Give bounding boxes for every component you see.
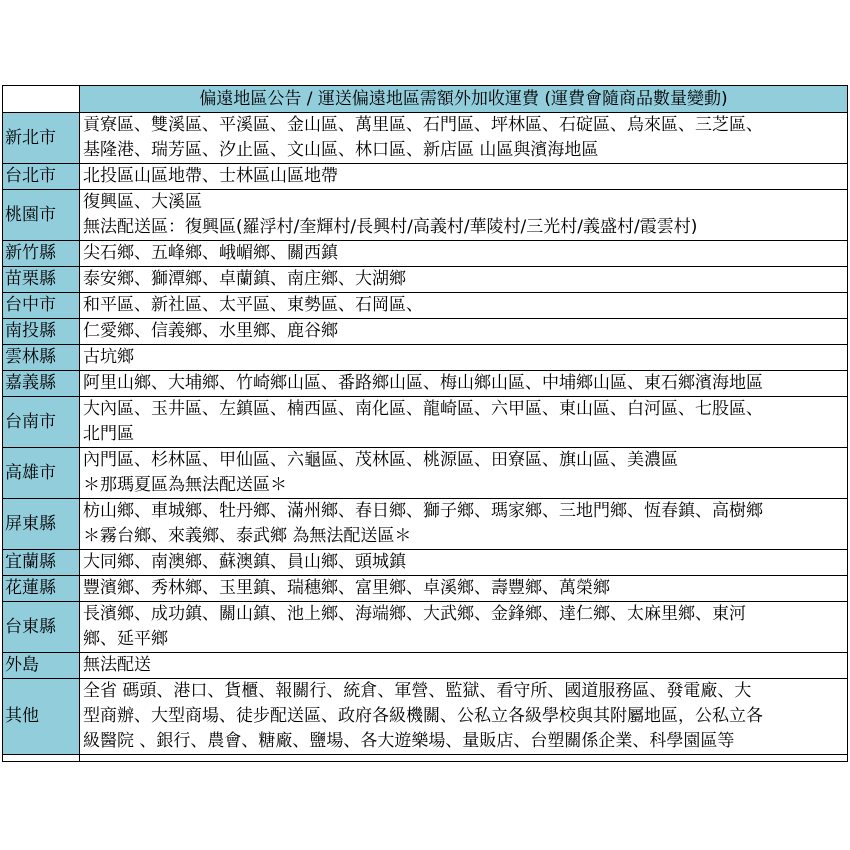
table-row	[3, 293, 848, 319]
region-name: 嘉義縣	[3, 371, 80, 397]
region-name: 南投縣	[3, 319, 80, 345]
region-name: 台中市	[3, 293, 80, 319]
region-area-line: 復興區、大溪區	[83, 192, 202, 212]
table-row	[3, 576, 848, 602]
region-name: 花蓮縣	[3, 576, 80, 602]
region-name: 其他	[3, 679, 80, 755]
table-row	[3, 550, 848, 576]
table-body	[3, 86, 848, 762]
region-name: 雲林縣	[3, 345, 80, 371]
region-area-line: 泰安鄉、獅潭鄉、卓蘭鎮、南庄鄉、大湖鄉	[83, 269, 406, 289]
table-row	[3, 448, 848, 499]
region-areas	[80, 164, 848, 190]
region-name: 屏東縣	[3, 499, 80, 550]
region-name: 高雄市	[3, 448, 80, 499]
table-row	[3, 653, 848, 679]
region-area-line: 內門區、杉林區、甲仙區、六龜區、茂林區、桃源區、田寮區、旗山區、美濃區	[83, 450, 678, 470]
header-row	[3, 86, 848, 113]
table-row	[3, 371, 848, 397]
region-area-line: 無法配送區：復興區(羅浮村/奎輝村/長興村/高義村/華陵村/三光村/義盛村/霞雲村)	[83, 217, 698, 237]
region-areas	[80, 499, 848, 550]
region-name: 宜蘭縣	[3, 550, 80, 576]
region-area-line: 大同鄉、南澳鄉、蘇澳鎮、員山鄉、頭城鎮	[83, 552, 406, 572]
corner-cell	[3, 86, 80, 113]
region-areas	[80, 345, 848, 371]
table-row	[3, 679, 848, 755]
region-area-line: 尖石鄉、五峰鄉、峨嵋鄉、關西鎮	[83, 243, 338, 263]
empty-cell	[80, 755, 848, 762]
region-area-line: 和平區、新社區、太平區、東勢區、石岡區、	[83, 295, 423, 315]
region-area-line: 基隆港、瑞芳區、汐止區、文山區、林口區、新店區 山區與濱海地區	[83, 140, 599, 160]
table-row	[3, 499, 848, 550]
region-areas	[80, 653, 848, 679]
table-row	[3, 602, 848, 653]
table-row-partial	[3, 755, 848, 762]
region-area-line: 枋山鄉、車城鄉、牡丹鄉、滿州鄉、春日鄉、獅子鄉、瑪家鄉、三地門鄉、恆春鎮、高樹鄉	[83, 501, 763, 521]
table-row	[3, 397, 848, 448]
region-area-line: 豐濱鄉、秀林鄉、玉里鎮、瑞穗鄉、富里鄉、卓溪鄉、壽豐鄉、萬榮鄉	[83, 578, 610, 598]
region-area-line: 全省 碼頭、港口、貨櫃、報關行、統倉、軍營、監獄、看守所、國道服務區、發電廠、大	[83, 681, 752, 701]
region-areas	[80, 293, 848, 319]
region-area-line: 大內區、玉井區、左鎮區、楠西區、南化區、龍崎區、六甲區、東山區、白河區、七股區、	[83, 399, 763, 419]
region-area-line: 無法配送	[83, 655, 151, 675]
region-areas	[80, 241, 848, 267]
region-name: 新北市	[3, 113, 80, 164]
table-row	[3, 267, 848, 293]
region-area-line: 阿里山鄉、大埔鄉、竹崎鄉山區、番路鄉山區、梅山鄉山區、中埔鄉山區、東石鄉濱海地區	[83, 373, 763, 393]
region-area-line: 北投區山區地帶、士林區山區地帶	[83, 166, 338, 186]
region-areas	[80, 397, 848, 448]
table-row	[3, 190, 848, 241]
empty-cell	[3, 755, 80, 762]
region-areas	[80, 448, 848, 499]
table-row	[3, 345, 848, 371]
region-name: 苗栗縣	[3, 267, 80, 293]
table-row	[3, 164, 848, 190]
remote-area-table	[2, 85, 848, 762]
table-row	[3, 241, 848, 267]
region-area-line: 古坑鄉	[83, 347, 134, 367]
region-areas	[80, 550, 848, 576]
table-row	[3, 113, 848, 164]
region-area-line: 長濱鄉、成功鎮、關山鎮、池上鄉、海端鄉、大武鄉、金鋒鄉、達仁鄉、太麻里鄉、東河	[83, 604, 746, 624]
region-areas	[80, 602, 848, 653]
region-area-line: 鄉、延平鄉	[83, 629, 168, 649]
region-name: 台南市	[3, 397, 80, 448]
region-name: 外島	[3, 653, 80, 679]
region-area-line: 貢寮區、雙溪區、平溪區、金山區、萬里區、石門區、坪林區、石碇區、烏來區、三芝區、	[83, 115, 763, 135]
region-areas	[80, 267, 848, 293]
region-name: 桃園市	[3, 190, 80, 241]
region-area-line: 北門區	[83, 424, 134, 444]
table-row	[3, 319, 848, 345]
region-area-line: 型商辦、大型商場、徒步配送區、政府各級機關、公私立各級學校與其附屬地區，公私立各	[83, 706, 763, 726]
region-area-line: ＊霧台鄉、來義鄉、泰武鄉 為無法配送區＊	[83, 526, 412, 546]
region-name: 台北市	[3, 164, 80, 190]
region-area-line: 級醫院 、銀行、農會、糖廠、鹽場、各大遊樂場、量販店、台塑關係企業、科學園區等	[83, 731, 735, 751]
region-areas	[80, 679, 848, 755]
region-areas	[80, 113, 848, 164]
region-name: 台東縣	[3, 602, 80, 653]
region-areas	[80, 576, 848, 602]
table-title: 偏遠地區公告 / 運送偏遠地區需額外加收運費 (運費會隨商品數量變動)	[80, 86, 848, 113]
region-name: 新竹縣	[3, 241, 80, 267]
region-areas	[80, 319, 848, 345]
region-area-line: 仁愛鄉、信義鄉、水里鄉、鹿谷鄉	[83, 321, 338, 341]
remote-area-sheet	[2, 85, 848, 762]
region-areas	[80, 371, 848, 397]
region-areas	[80, 190, 848, 241]
region-area-line: ＊那瑪夏區為無法配送區＊	[83, 475, 287, 495]
